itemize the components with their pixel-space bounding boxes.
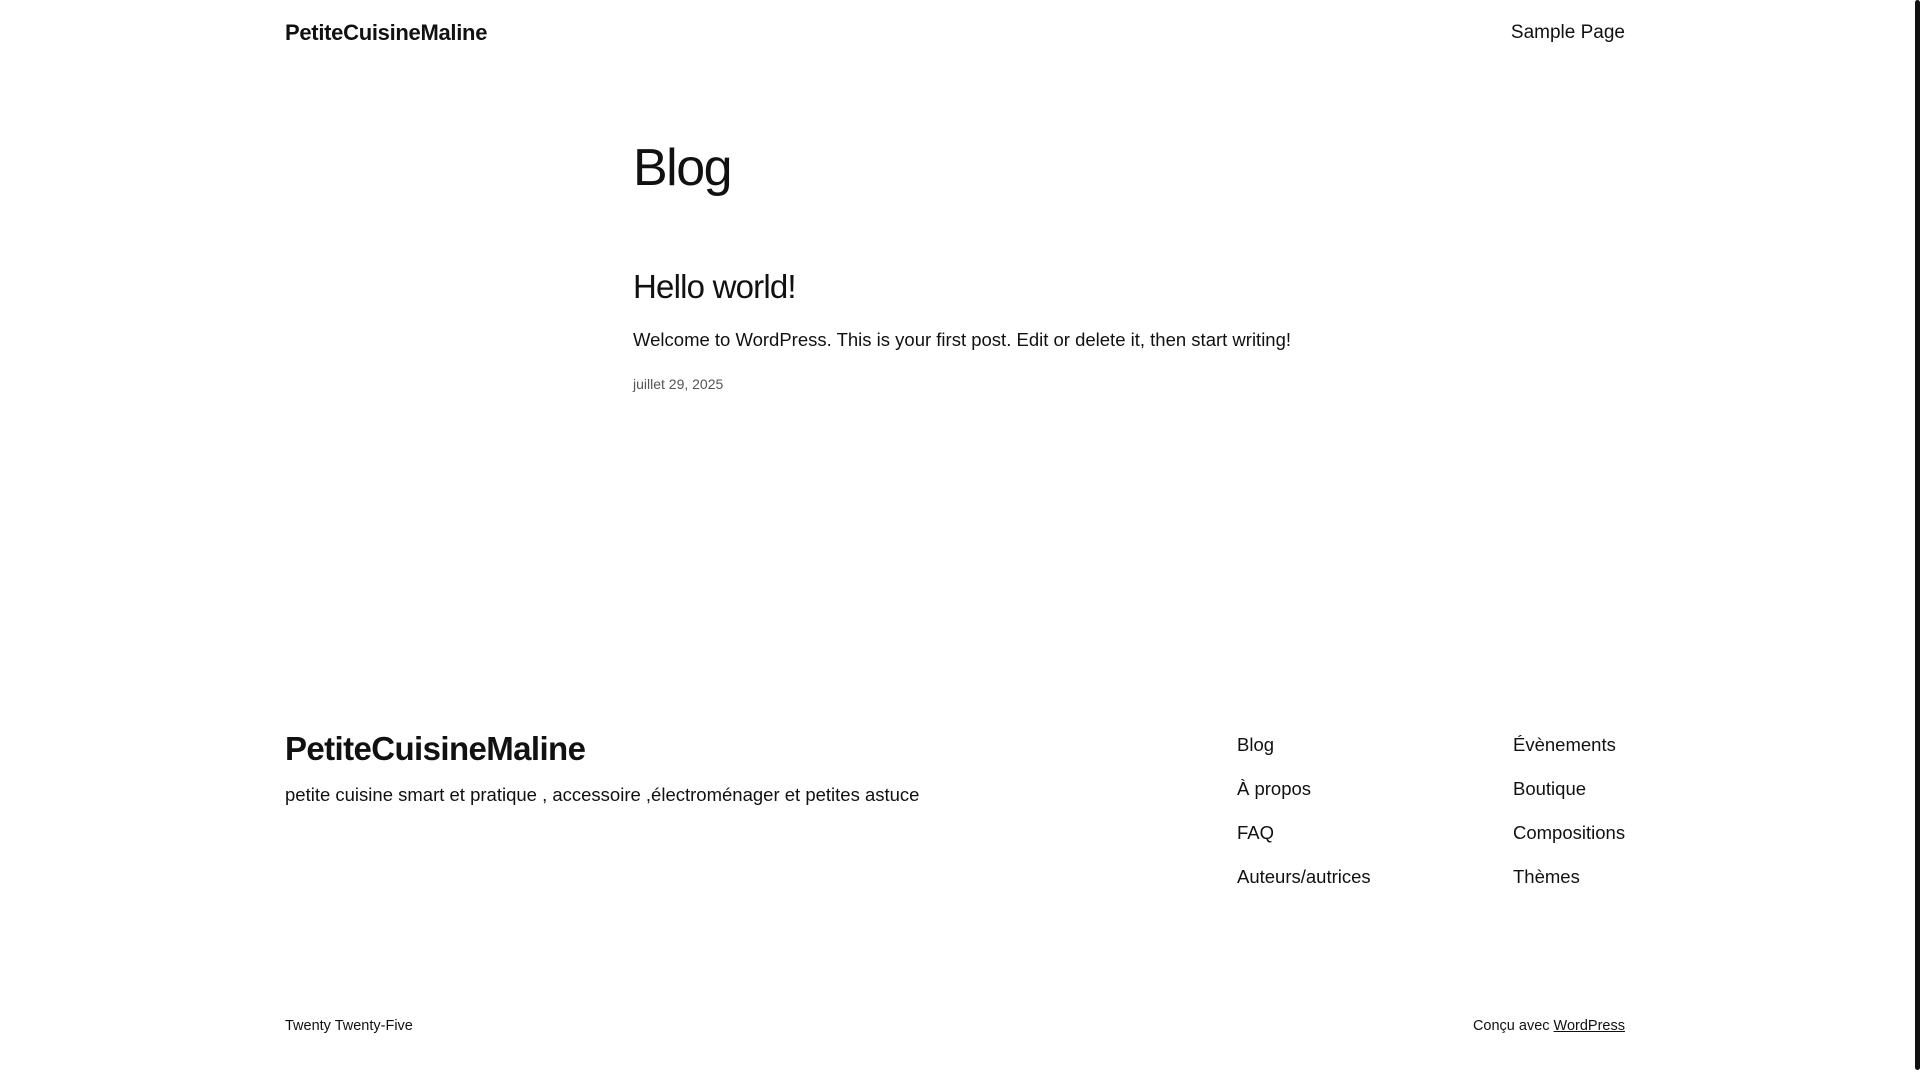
footer-link-a-propos[interactable]: À propos <box>1237 778 1312 799</box>
post-item <box>633 266 1433 392</box>
footer-tagline: petite cuisine smart et pratique , accessoire ,électroménager et petites astuce <box>285 784 920 805</box>
footer-link-compositions[interactable]: Compositions <box>1513 822 1626 843</box>
header-nav <box>1511 22 1625 44</box>
wordpress-link[interactable]: WordPress <box>1553 1018 1625 1034</box>
footer-link-evenements[interactable]: Évènements <box>1513 734 1616 755</box>
footer-nav-column-1 <box>1237 730 1371 906</box>
footer-link-blog[interactable]: Blog <box>1237 734 1275 755</box>
powered-by-prefix: Conçu avec <box>1472 1018 1550 1034</box>
footer-link-faq[interactable]: FAQ <box>1237 822 1275 843</box>
theme-credit: Twenty Twenty-Five <box>285 1018 413 1034</box>
page-scrollbar[interactable] <box>1911 0 1920 1080</box>
footer-link-auteurs[interactable]: Auteurs/autrices <box>1237 866 1371 887</box>
nav-link-sample-page[interactable]: Sample Page <box>1510 22 1625 43</box>
post-excerpt: Welcome to WordPress. This is your first post. Edit or delete it, then start writing! <box>633 329 1292 350</box>
footer-link-boutique[interactable]: Boutique <box>1513 778 1587 799</box>
powered-by <box>1473 1018 1625 1034</box>
main-content <box>633 132 1433 392</box>
footer-bottom-bar <box>285 1018 1625 1034</box>
post-date[interactable]: juillet 29, 2025 <box>633 376 724 392</box>
site-title-link[interactable]: PetiteCuisineMaline <box>285 20 488 45</box>
footer-nav-column-2 <box>1513 730 1625 906</box>
post-title-link[interactable]: Hello world! <box>633 268 796 305</box>
page-title: Blog <box>633 139 732 197</box>
site-header <box>285 20 1625 46</box>
footer-brand <box>285 726 919 806</box>
footer-site-title-link[interactable]: PetiteCuisineMaline <box>285 730 586 767</box>
footer-link-themes[interactable]: Thèmes <box>1513 866 1580 887</box>
scrollbar-thumb[interactable] <box>1915 0 1920 1070</box>
